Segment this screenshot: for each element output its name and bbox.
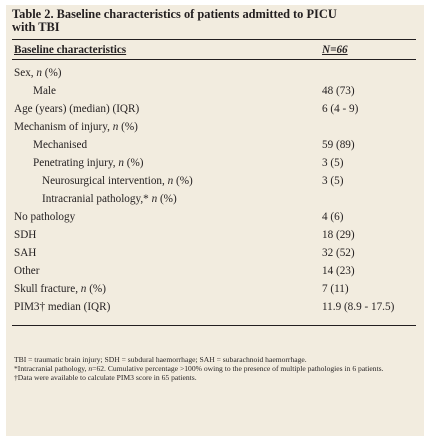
- table-row: [12, 226, 416, 244]
- row-value: 6 (4 - 9): [322, 103, 359, 115]
- header-n: N=66: [322, 44, 348, 56]
- table-title-line-2: with TBI: [12, 20, 60, 34]
- row-label: Intracranial pathology,* n (%): [42, 193, 177, 205]
- header-rule: [12, 59, 416, 60]
- table-row: [12, 118, 416, 136]
- table-title: [12, 8, 412, 34]
- row-label: Mechanism of injury, n (%): [14, 121, 138, 133]
- footnote-pim3: †Data were available to calculate PIM3 score in 65 patients.: [14, 373, 197, 383]
- row-label: Age (years) (median) (IQR): [14, 103, 140, 115]
- table-row: [12, 280, 416, 298]
- row-label: Penetrating injury, n (%): [33, 157, 144, 169]
- row-value: 11.9 (8.9 - 17.5): [322, 301, 395, 313]
- row-label: Mechanised: [33, 139, 88, 151]
- row-value: 4 (6): [322, 211, 344, 223]
- row-value: 32 (52): [322, 247, 355, 259]
- row-value: 59 (89): [322, 139, 355, 151]
- table-row: [12, 244, 416, 262]
- row-label: Male: [33, 85, 56, 97]
- table-row: [12, 82, 416, 100]
- row-label: PIM3† median (IQR): [14, 301, 111, 313]
- row-value: 3 (5): [322, 157, 344, 169]
- table-title-line-1: Table 2. Baseline characteristics of patients admitted to PICU: [12, 7, 337, 21]
- row-label: SAH: [14, 247, 37, 259]
- row-value: 7 (11): [322, 283, 349, 295]
- header-baseline-characteristics: Baseline characteristics: [14, 44, 127, 56]
- table-row: [12, 136, 416, 154]
- table-row: [12, 100, 416, 118]
- row-value: 18 (29): [322, 229, 355, 241]
- row-value: 14 (23): [322, 265, 355, 277]
- table-row: [12, 190, 416, 208]
- row-label: Sex, n (%): [14, 67, 62, 79]
- table-footnotes: [14, 355, 419, 383]
- top-rule: [12, 39, 416, 40]
- bottom-rule: [12, 325, 416, 326]
- footnote-intracranial-pathology: *Intracranial pathology, n=62. Cumulative percentage >100% owing to the presence of multiple pathologies in 6 patients.: [14, 364, 384, 374]
- footnote-abbreviations: TBI = traumatic brain injury; SDH = subdural haemorrhage; SAH = subarachnoid haemorrhage.: [14, 355, 307, 364]
- row-label: Neurosurgical intervention, n (%): [42, 175, 193, 187]
- table-row: [12, 262, 416, 280]
- row-label: No pathology: [14, 211, 76, 223]
- table-row: [12, 154, 416, 172]
- row-label: Other: [14, 265, 40, 277]
- table-panel: [6, 5, 424, 436]
- table-row: [12, 172, 416, 190]
- table-header-row: [12, 43, 416, 58]
- table-row: [12, 298, 416, 316]
- table-row: [12, 208, 416, 226]
- row-label: SDH: [14, 229, 37, 241]
- row-value: 3 (5): [322, 175, 344, 187]
- row-label: Skull fracture, n (%): [14, 283, 106, 295]
- row-value: 48 (73): [322, 85, 355, 97]
- table-row: [12, 64, 416, 82]
